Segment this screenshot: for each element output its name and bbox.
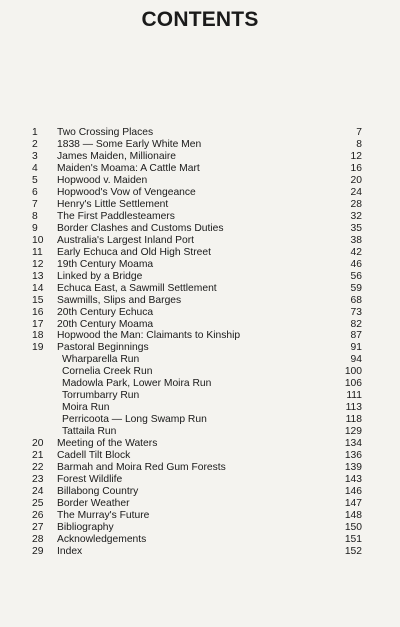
chapter-title: Border Clashes and Customs Duties — [57, 222, 224, 234]
chapter-number: 1 — [32, 127, 38, 138]
page-number: 129 — [344, 426, 362, 438]
chapter-number: 28 — [32, 533, 44, 545]
toc-entry — [32, 307, 362, 319]
toc-entry — [32, 534, 362, 546]
page-number: 150 — [344, 521, 362, 533]
toc-entry — [32, 199, 362, 211]
chapter-title: Echuca East, a Sawmill Settlement — [57, 282, 217, 294]
toc-entry — [32, 187, 362, 199]
page-number: 8 — [356, 138, 362, 150]
toc-entry — [32, 486, 362, 498]
toc-entry — [32, 354, 362, 366]
chapter-number: 15 — [32, 294, 44, 306]
chapter-title: Forest Wildlife — [57, 474, 123, 486]
chapter-title: Hopwood's Vow of Vengeance — [57, 186, 196, 198]
page-number: 106 — [344, 378, 362, 390]
toc-entry — [32, 390, 362, 402]
toc-entry — [32, 378, 362, 390]
chapter-number: 13 — [32, 270, 44, 282]
page-number: 91 — [350, 342, 362, 354]
toc-entry — [32, 414, 362, 426]
page-number: 7 — [356, 127, 362, 138]
page-title: CONTENTS — [141, 8, 259, 31]
toc-entry — [32, 402, 362, 414]
toc-entry — [32, 366, 362, 378]
page-number: 20 — [350, 174, 362, 186]
page-number: 151 — [344, 533, 362, 545]
page-number: 82 — [350, 318, 362, 330]
page-number: 16 — [350, 162, 362, 174]
page-number: 118 — [345, 414, 362, 426]
chapter-title: Maiden's Moama: A Cattle Mart — [57, 162, 200, 174]
table-of-contents — [32, 127, 362, 558]
toc-entry — [32, 127, 362, 139]
chapter-title: 1838 — Some Early White Men — [57, 138, 202, 150]
chapter-title: Index — [57, 545, 83, 557]
chapter-title: Moira Run — [62, 402, 110, 414]
toc-entry — [32, 223, 362, 235]
chapter-number: 19 — [32, 342, 44, 354]
chapter-number: 17 — [32, 318, 44, 330]
chapter-number: 9 — [32, 222, 38, 234]
page-number: 32 — [350, 210, 362, 222]
chapter-title: Bibliography — [57, 521, 114, 533]
toc-entry — [32, 247, 362, 259]
page-number: 73 — [350, 306, 362, 318]
chapter-title: Billabong Country — [57, 486, 139, 498]
page-number: 152 — [344, 545, 362, 557]
toc-entry — [32, 235, 362, 247]
chapter-number: 26 — [32, 510, 44, 521]
toc-entry — [32, 474, 362, 486]
toc-entry — [32, 259, 362, 271]
toc-entry — [32, 330, 362, 342]
chapter-number: 24 — [32, 486, 44, 498]
page-number: 113 — [345, 402, 362, 414]
chapter-title: Linked by a Bridge — [57, 270, 143, 282]
page-number: 134 — [344, 438, 362, 450]
toc-entry — [32, 163, 362, 175]
chapter-title: Meeting of the Waters — [57, 438, 158, 450]
toc-entry — [32, 438, 362, 450]
chapter-number: 4 — [32, 162, 38, 174]
toc-entry — [32, 319, 362, 331]
toc-entry — [32, 426, 362, 438]
page-number: 146 — [344, 486, 362, 498]
chapter-title: Perricoota — Long Swamp Run — [62, 414, 207, 426]
toc-entry — [32, 175, 362, 187]
chapter-number: 20 — [32, 438, 44, 450]
page-number: 139 — [344, 462, 362, 474]
toc-entry — [32, 498, 362, 510]
toc-entry — [32, 283, 362, 295]
chapter-title: Pastoral Beginnings — [57, 342, 149, 354]
page-number: 56 — [350, 270, 362, 282]
toc-entry — [32, 139, 362, 151]
page-number: 136 — [344, 450, 362, 462]
chapter-number: 29 — [32, 545, 44, 557]
page-number: 42 — [350, 246, 362, 258]
toc-entry — [32, 546, 362, 558]
chapter-title: The First Paddlesteamers — [57, 210, 175, 222]
chapter-number: 25 — [32, 498, 44, 510]
chapter-number: 11 — [32, 246, 43, 258]
page-number: 35 — [350, 222, 362, 234]
chapter-number: 3 — [32, 150, 38, 162]
chapter-number: 21 — [32, 450, 44, 462]
chapter-number: 5 — [32, 174, 38, 186]
chapter-number: 27 — [32, 521, 44, 533]
chapter-title: Australia's Largest Inland Port — [57, 234, 195, 246]
chapter-title: 19th Century Moama — [57, 258, 154, 270]
toc-entry — [32, 271, 362, 283]
chapter-number: 16 — [32, 306, 44, 318]
page-number: 46 — [350, 258, 362, 270]
chapter-title: Hopwood v. Maiden — [57, 174, 148, 186]
chapter-title: Henry's Little Settlement — [57, 198, 169, 210]
page-number: 100 — [344, 366, 362, 378]
chapter-number: 23 — [32, 474, 44, 486]
page-number: 12 — [350, 150, 362, 162]
chapter-number: 14 — [32, 282, 44, 294]
chapter-number: 22 — [32, 462, 44, 474]
toc-entry — [32, 522, 362, 534]
chapter-number: 2 — [32, 138, 38, 150]
page-number: 148 — [344, 510, 362, 521]
chapter-title: Madowla Park, Lower Moira Run — [62, 378, 212, 390]
page-number: 24 — [350, 186, 362, 198]
chapter-number: 7 — [32, 198, 38, 210]
toc-entry — [32, 342, 362, 354]
chapter-title: Early Echuca and Old High Street — [57, 246, 211, 258]
chapter-title: Acknowledgements — [57, 533, 147, 545]
toc-entry — [32, 462, 362, 474]
page-number: 143 — [344, 474, 362, 486]
toc-entry — [32, 450, 362, 462]
chapter-title: Wharparella Run — [62, 354, 140, 366]
page-number: 68 — [350, 294, 362, 306]
chapter-title: Cadell Tilt Block — [57, 450, 131, 462]
chapter-title: Sawmills, Slips and Barges — [57, 294, 182, 306]
chapter-title: 20th Century Echuca — [57, 306, 154, 318]
page-number: 87 — [350, 330, 362, 342]
toc-entry — [32, 295, 362, 307]
chapter-title: Cornelia Creek Run — [62, 366, 153, 378]
chapter-number: 10 — [32, 234, 44, 246]
toc-entry — [32, 510, 362, 522]
chapter-title: Two Crossing Places — [57, 127, 154, 138]
chapter-title: Torrumbarry Run — [62, 390, 140, 402]
chapter-title: Tattaila Run — [62, 426, 117, 438]
chapter-number: 6 — [32, 186, 38, 198]
chapter-title: Hopwood the Man: Claimants to Kinship — [57, 330, 241, 342]
chapter-title: Barmah and Moira Red Gum Forests — [57, 462, 226, 474]
page-number: 111 — [346, 390, 362, 402]
chapter-title: James Maiden, Millionaire — [57, 150, 177, 162]
page-number: 28 — [350, 198, 362, 210]
chapter-number: 12 — [32, 258, 44, 270]
page-number: 147 — [344, 498, 362, 510]
page-number: 59 — [350, 282, 362, 294]
chapter-title: The Murray's Future — [57, 510, 150, 521]
chapter-number: 18 — [32, 330, 44, 342]
page-number: 38 — [350, 234, 362, 246]
toc-entry — [32, 211, 362, 223]
chapter-title: 20th Century Moama — [57, 318, 154, 330]
page-number: 94 — [350, 354, 362, 366]
toc-entry — [32, 151, 362, 163]
chapter-title: Border Weather — [57, 498, 130, 510]
chapter-number: 8 — [32, 210, 38, 222]
